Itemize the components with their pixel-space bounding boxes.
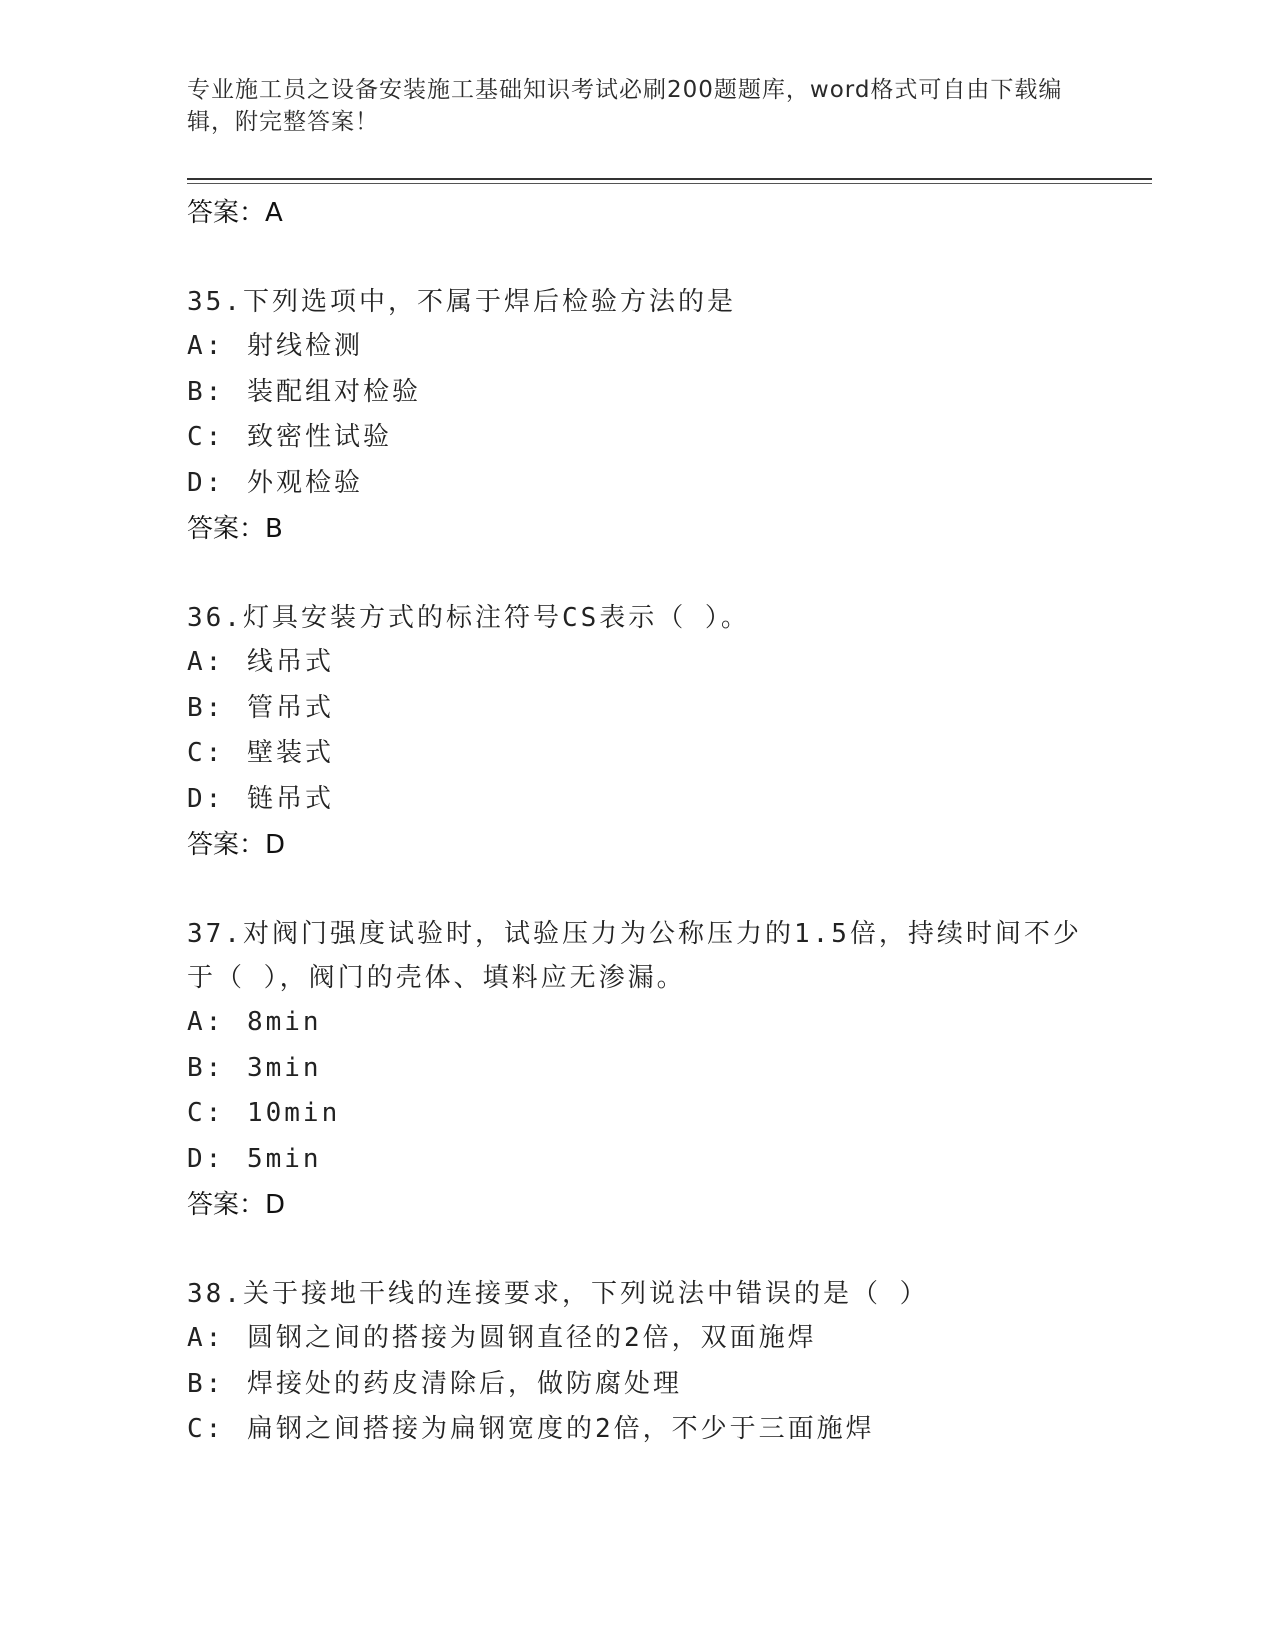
option-a bbox=[187, 324, 1147, 370]
option-a bbox=[187, 1000, 1147, 1046]
document-title: 专业施工员之设备安装施工基础知识考试必刷200题题库，word格式可自由下载编辑，附完整答案！ bbox=[187, 77, 1063, 135]
option-label: A: bbox=[187, 331, 225, 361]
question-35 bbox=[187, 280, 1147, 552]
option-c bbox=[187, 1407, 1147, 1453]
option-c bbox=[187, 415, 1147, 461]
question-stem bbox=[187, 912, 1087, 1000]
option-text: 焊接处的药皮清除后，做防腐处理 bbox=[246, 1368, 682, 1399]
option-label: A: bbox=[187, 1323, 225, 1353]
option-text: 8min bbox=[246, 1007, 322, 1037]
question-text: 关于接地干线的连接要求，下列说法中错误的是（ ） bbox=[242, 1279, 929, 1309]
question-stem bbox=[187, 1272, 1147, 1316]
option-text: 线吊式 bbox=[246, 647, 334, 677]
option-label: B: bbox=[187, 1368, 225, 1399]
option-text: 圆钢之间的搭接为圆钢直径的2倍，双面施焊 bbox=[246, 1323, 817, 1353]
option-label: C: bbox=[187, 1414, 225, 1444]
option-b bbox=[187, 686, 1147, 732]
header-divider-thin bbox=[187, 183, 1152, 184]
option-label: D: bbox=[187, 783, 225, 814]
question-text: 对阀门强度试验时，试验压力为公称压力的1.5倍，持续时间不少于（ ），阀门的壳体、填料应无渗漏。 bbox=[187, 919, 1082, 993]
option-c bbox=[187, 1091, 1147, 1137]
option-text: 5min bbox=[246, 1143, 322, 1174]
option-text: 3min bbox=[246, 1052, 322, 1083]
header-divider-thick bbox=[187, 178, 1152, 180]
option-label: A: bbox=[187, 1007, 225, 1037]
option-text: 装配组对检验 bbox=[246, 376, 421, 407]
option-d bbox=[187, 1137, 1147, 1183]
option-c bbox=[187, 731, 1147, 777]
option-text: 管吊式 bbox=[246, 692, 334, 723]
option-text: 致密性试验 bbox=[246, 422, 392, 452]
question-list bbox=[187, 190, 1147, 1453]
question-number: 35. bbox=[187, 287, 243, 317]
option-label: C: bbox=[187, 738, 225, 768]
question-37 bbox=[187, 912, 1147, 1228]
answer-line: 答案：A bbox=[187, 198, 283, 228]
option-b bbox=[187, 1362, 1147, 1408]
option-d bbox=[187, 461, 1147, 507]
question-text: 灯具安装方式的标注符号CS表示（ ）。 bbox=[242, 603, 750, 633]
option-label: D: bbox=[187, 1143, 225, 1174]
option-text: 外观检验 bbox=[246, 467, 363, 498]
option-label: D: bbox=[187, 467, 225, 498]
question-36 bbox=[187, 596, 1147, 868]
question-number: 38. bbox=[187, 1279, 243, 1309]
question-text: 下列选项中，不属于焊后检验方法的是 bbox=[242, 287, 736, 317]
question-stem bbox=[187, 280, 1147, 324]
option-a bbox=[187, 640, 1147, 686]
answer-line: 答案：B bbox=[187, 514, 283, 544]
option-text: 壁装式 bbox=[246, 738, 334, 768]
option-d bbox=[187, 777, 1147, 823]
answer-line: 答案：D bbox=[187, 1190, 286, 1220]
answer-line: 答案：D bbox=[187, 830, 286, 860]
option-b bbox=[187, 1046, 1147, 1092]
option-label: B: bbox=[187, 1052, 225, 1083]
option-label: B: bbox=[187, 692, 225, 723]
option-label: B: bbox=[187, 376, 225, 407]
option-text: 扁钢之间搭接为扁钢宽度的2倍，不少于三面施焊 bbox=[246, 1414, 875, 1444]
option-label: A: bbox=[187, 647, 225, 677]
document-header bbox=[187, 74, 1087, 138]
question-number: 36. bbox=[187, 603, 243, 633]
option-text: 射线检测 bbox=[246, 331, 363, 361]
question-stem bbox=[187, 596, 1147, 640]
option-text: 链吊式 bbox=[246, 783, 334, 814]
option-a bbox=[187, 1316, 1147, 1362]
option-label: C: bbox=[187, 1098, 225, 1128]
option-text: 10min bbox=[246, 1098, 341, 1128]
option-b bbox=[187, 370, 1147, 416]
question-number: 37. bbox=[187, 919, 243, 949]
question-38 bbox=[187, 1272, 1147, 1453]
option-label: C: bbox=[187, 422, 225, 452]
